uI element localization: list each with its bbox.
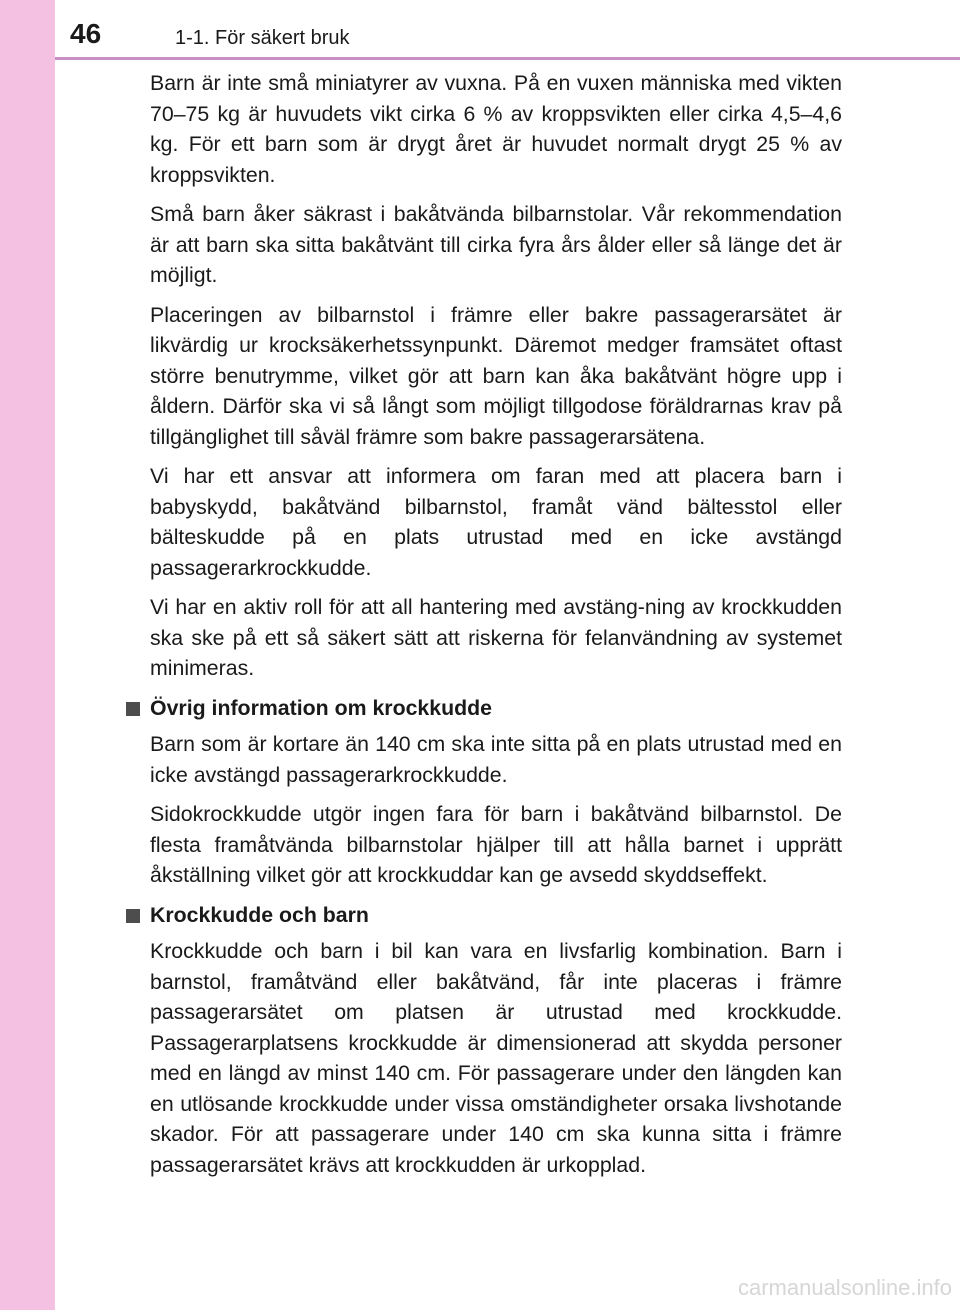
paragraph: Små barn åker säkrast i bakåtvända bilbarnstolar. Vår rekommendation är att barn ska sitta bakåtvänt till cirka fyra års ålder eller så länge det är möjligt. [150,202,842,287]
side-color-bar [0,0,55,1310]
paragraph: Vi har ett ansvar att informera om faran med att placera barn i babyskydd, bakåtvänd bilbarnstol, framåt vänd bältesstol eller bälteskudde på en plats utrustad med en icke avstängd passagerarkrockkudde. [150,464,842,580]
paragraph: Barn som är kortare än 140 cm ska inte sitta på en plats utrustad med en icke avstängd passagerarkrockkudde. [150,732,842,787]
page-body [150,68,842,1189]
section-heading-text: Övrig information om krockkudde [150,695,492,720]
paragraph: Krockkudde och barn i bil kan vara en livsfarlig kombination. Barn i barnstol, framåtvänd eller bakåtvänd, får inte placeras i främre passagerarsätet om platsen är utrustad med krockkudde. Passagerarplatsens krockkudde är dimensionerad att skydda personer med en längd av minst 140 cm. För passagerare under den längden kan en utlösande krockkudde under vissa omständigheter orsaka livshotande skador. För att passagerare under 140 cm ska kunna sitta i främre passagerarsätet krävs att krockkudden är urkopplad. [150,939,842,1177]
paragraph: Sidokrockkudde utgör ingen fara för barn i bakåtvänd bilbarnstol. De flesta framåtvända bilbarnstolar hjälper till att hålla barnet i upprätt åkställning vilket gör att krockkuddar kan ge avsedd skyddseffekt. [150,802,842,887]
paragraph: Vi har en aktiv roll för att all hantering med avstäng-ning av krockkudden ska ske på ett så säkert sätt att riskerna för felanvändning av systemet minimeras. [150,595,842,680]
paragraph: Placeringen av bilbarnstol i främre eller bakre passagerarsätet är likvärdig ur krocksäkerhetssynpunkt. Däremot medger framsätet oftast större benutrymme, vilket gör att barn kan åka bakåtvänt högre upp i åldern. Därför ska vi så långt som möjligt tillgodose föräldrarnas krav på tillgänglighet till såväl främre som bakre passagerarsätena. [150,302,842,449]
square-bullet-icon [126,909,140,923]
paragraph: Barn är inte små miniatyrer av vuxna. På en vuxen människa med vikten 70–75 kg är huvudets vikt cirka 6 % av kroppsvikten eller cirka 4,5–4,6 kg. För ett barn som är drygt året är huvudet normalt drygt 25 % av kroppsvikten. [150,71,842,187]
section-heading-krockkudde-och-barn [150,900,842,931]
section-heading-text: Krockkudde och barn [150,902,369,927]
square-bullet-icon [126,702,140,716]
header-rule [55,57,960,60]
page-number: 46 [70,18,102,49]
section-title: 1-1. För säkert bruk [175,27,350,49]
watermark: carmanualsonline.info [737,1275,952,1300]
section-heading-ovrig-information [150,693,842,724]
